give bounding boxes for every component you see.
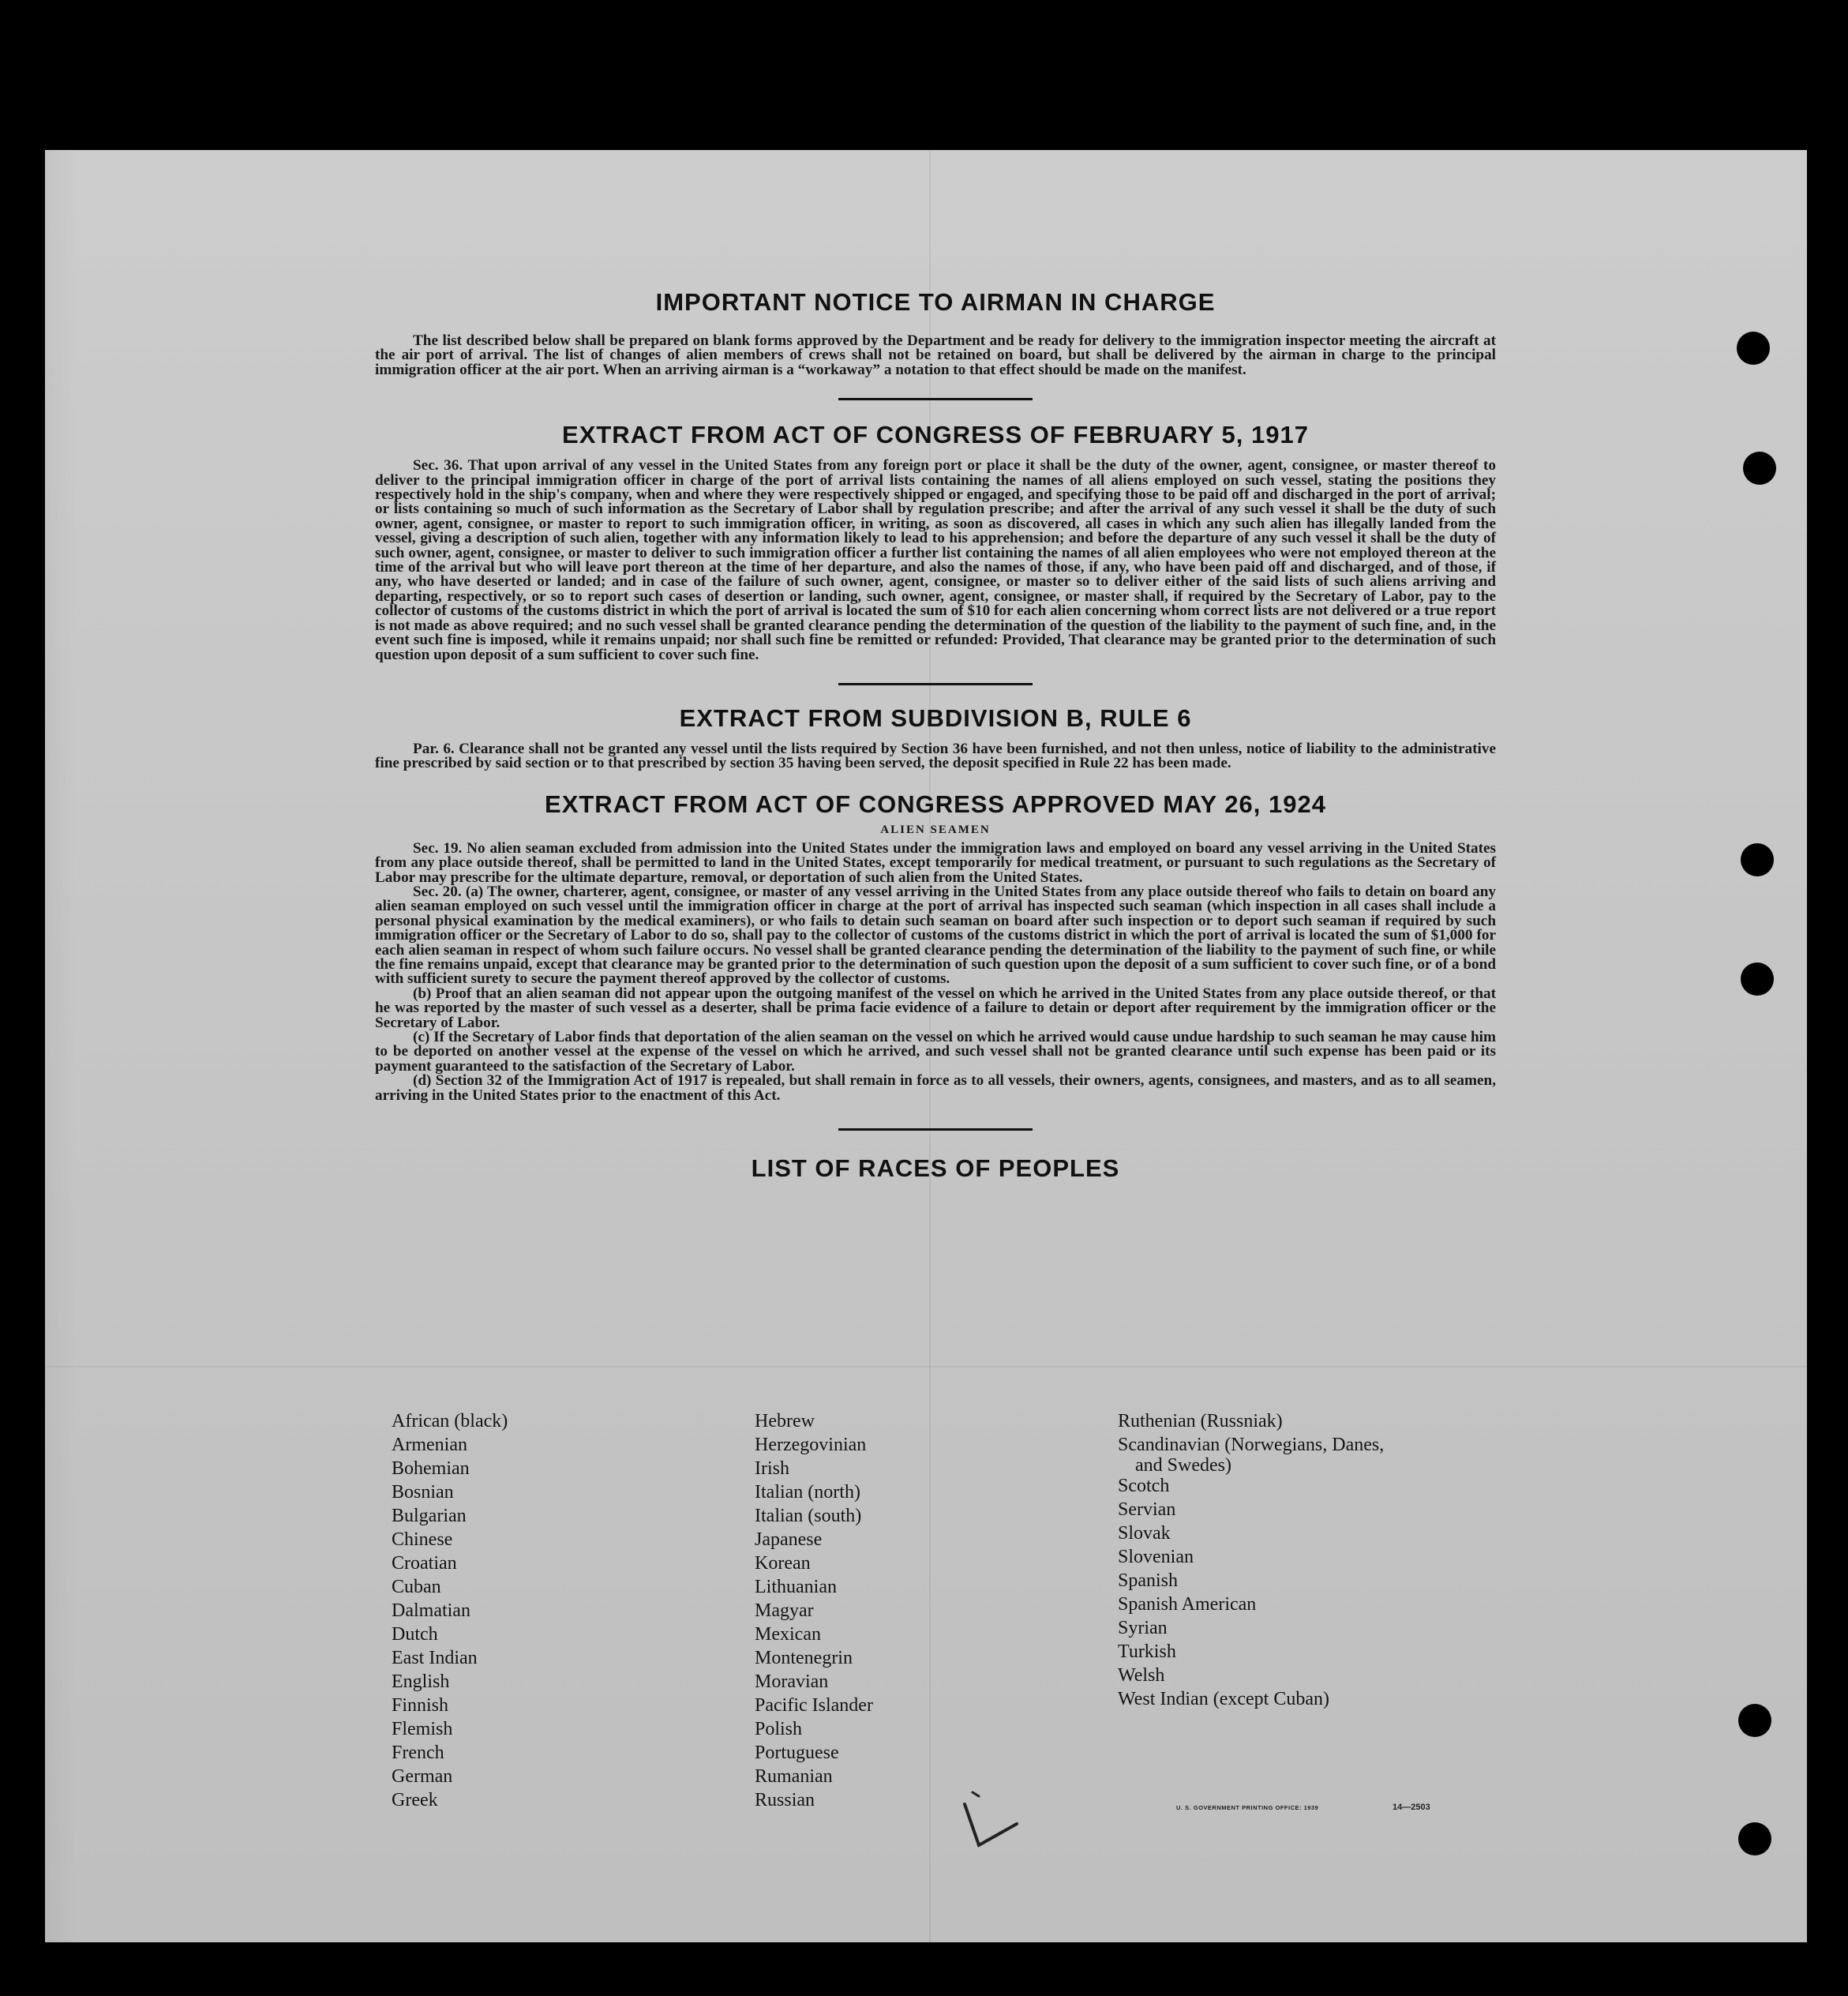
race-item: Greek	[392, 1790, 438, 1810]
race-item: Croatian	[392, 1553, 457, 1574]
punch-hole	[1737, 332, 1770, 365]
race-item: Ruthenian (Russniak)	[1118, 1411, 1283, 1431]
fold-line-horizontal	[45, 1366, 1807, 1368]
extract-rule6-title: EXTRACT FROM SUBDIVISION B, RULE 6	[679, 703, 1192, 732]
race-item: East Indian	[392, 1648, 478, 1668]
race-item: Italian (north)	[755, 1482, 860, 1503]
race-item: Rumanian	[755, 1766, 833, 1787]
race-item: Scotch	[1118, 1476, 1170, 1496]
race-item: Cuban	[392, 1577, 441, 1597]
extract-1917-title: EXTRACT FROM ACT OF CONGRESS OF FEBRUARY 5, 1917	[562, 421, 1309, 449]
races-title: LIST OF RACES OF PEOPLES	[751, 1154, 1120, 1183]
race-item: Portuguese	[755, 1743, 839, 1763]
race-item: Turkish	[1118, 1641, 1176, 1662]
race-item: Pacific Islander	[755, 1695, 873, 1716]
punch-hole	[1741, 843, 1774, 876]
race-item: and Swedes)	[1135, 1455, 1231, 1476]
notice-title: IMPORTANT NOTICE TO AIRMAN IN CHARGE	[655, 288, 1216, 316]
race-item: Japanese	[755, 1529, 823, 1550]
race-item: Italian (south)	[755, 1506, 862, 1526]
race-item: Finnish	[392, 1695, 449, 1716]
race-item: Bosnian	[392, 1482, 454, 1503]
extract-rule6-body: Par. 6. Clearance shall not be granted any vessel until the lists required by Section 36 have been furnished, and not then unless, notice of liability to the administrative fine prescribed by said section or to that prescribed by section 35 having been served, the deposit specified in Rule 22 has been made.	[375, 740, 1496, 772]
punch-hole	[1738, 1822, 1771, 1855]
race-item: Armenian	[392, 1435, 467, 1455]
punch-hole	[1743, 452, 1776, 485]
printer-imprint: U. S. GOVERNMENT PRINTING OFFICE: 1939	[1176, 1804, 1319, 1811]
races-column-1	[392, 1409, 731, 1812]
race-item: Welsh	[1118, 1665, 1165, 1686]
race-item: German	[392, 1766, 453, 1787]
extract-1924-title: EXTRACT FROM ACT OF CONGRESS APPROVED MAY 26, 1924	[545, 790, 1326, 818]
race-item: Russian	[755, 1790, 815, 1810]
races-list	[387, 1409, 1492, 1852]
sec-20b-text: (b) Proof that an alien seaman did not appear upon the outgoing manifest of the vessel on which he arrived in the United States from any place outside thereof, or that he was reported by the master of such vessel as a deserter, shall be prima facie evidence of a failure to detain or deport after requirement by the immigration officer or the Secretary of Labor.	[375, 985, 1496, 1031]
notice-content	[375, 288, 1496, 1183]
race-item: Dalmatian	[392, 1600, 470, 1621]
race-item: Chinese	[392, 1529, 453, 1550]
race-item: Moravian	[755, 1671, 829, 1692]
notice-body: The list described below shall be prepared on blank forms approved by the Department and be ready for delivery to the immigration inspector meeting the aircraft at the air port of arrival. The list of changes of alien members of crews shall not be retained on board, but shall be delivered by the airman in charge to the principal immigration officer at the air port. When an arriving airman is a “workaway” a notation to that effect should be made on the manifest.	[375, 332, 1496, 378]
race-item: Servian	[1118, 1499, 1176, 1520]
form-code: 14—2503	[1393, 1803, 1430, 1812]
race-item: Irish	[755, 1458, 789, 1479]
race-item: Hebrew	[755, 1411, 815, 1431]
sec-19-text: Sec. 19. No alien seaman excluded from admission into the United States under the immigration laws and employed on board any vessel arriving in the United States from any place outside thereof, shall be permitted to land in the United States, except temporarily for medical treatment, or pursuant to such regulations as the Secretary of Labor may prescribe for the ultimate departure, removal, or deportation of such alien from the United States.	[375, 839, 1496, 886]
race-item: Slovenian	[1118, 1547, 1194, 1567]
sec-20d-text: (d) Section 32 of the Immigration Act of 1917 is repealed, but shall remain in force as to all vessels, their owners, agents, consignees, and masters, and as to all seamen, arriving in the United States prior to the enactment of this Act.	[375, 1072, 1496, 1104]
sec-20c-text: (c) If the Secretary of Labor finds that deportation of the alien seaman on the vessel on which he arrived would cause undue hardship to such seaman he may cause him to be deported on another vessel at the expense of the vessel on which he arrived, and such vessel shall not be granted clearance until such expense has been paid or its payment guaranteed to the satisfaction of the Secretary of Labor.	[375, 1029, 1496, 1075]
race-item: Flemish	[392, 1719, 453, 1739]
sec-20a-text: Sec. 20. (a) The owner, charterer, agent, consignee, or master of any vessel arriving in the United States from any place outside thereof who fails to detain on board any alien seaman employed on such vessel until the immigration officer in charge at the port of arrival has inspected such seaman (which inspection in all cases shall include a personal physical examination by the medical examiners), or who fails to detain such seaman on board after such inspection or to deport such seaman if required by such immigration officer or the Secretary of Labor to do so, shall pay to the collector of customs of the customs district in which the port of arrival is located the sum of $1,000 for each alien seaman in respect of whom such failure occurs. No vessel shall be granted clearance pending the determination of the liability to the payment of such fine, or while the fine remains unpaid, except that clearance may be granted prior to the determination of such question upon the deposit of a sum sufficient to cover such fine, or of a bond with sufficient surety to secure the payment thereof approved by the collector of customs.	[375, 883, 1496, 988]
race-item: Slovak	[1118, 1523, 1171, 1544]
race-item: Syrian	[1118, 1618, 1168, 1638]
race-item: Magyar	[755, 1600, 814, 1621]
race-item: African (black)	[392, 1411, 508, 1431]
race-item: Montenegrin	[755, 1648, 853, 1668]
race-item: Dutch	[392, 1624, 438, 1645]
race-item: Mexican	[755, 1624, 821, 1645]
punch-hole	[1738, 1704, 1771, 1737]
race-item: Spanish	[1118, 1570, 1179, 1591]
race-item: Korean	[755, 1553, 811, 1574]
race-item: Spanish American	[1118, 1594, 1257, 1615]
race-item: Herzegovinian	[755, 1435, 867, 1455]
races-column-3	[1118, 1409, 1457, 1711]
race-item: Polish	[755, 1719, 803, 1739]
extract-1924-subtitle: ALIEN SEAMEN	[880, 823, 991, 836]
race-item: West Indian (except Cuban)	[1118, 1689, 1329, 1709]
punch-hole	[1741, 962, 1774, 996]
extract-1917-body: Sec. 36. That upon arrival of any vessel in the United States from any foreign port or place it shall be the duty of the owner, agent, consignee, or master thereof to deliver to the principal immigration officer in charge of the port of arrival lists containing the names of all aliens employed on such vessel, stating the positions they respectively hold in the ship's company, when and where they were respectively shipped or engaged, and specifying those to be paid off and discharged in the port of arrival; or lists containing so much of such information as the Secretary of Labor shall by regulation prescribe; and after the arrival of any such vessel it shall be the duty of such owner, agent, consignee, or master to report to such immigration officer, in writing, as soon as discovered, all cases in which any such alien has illegally landed from the vessel, giving a description of such alien, together with any information likely to lead to his apprehension; and before the departure of any such vessel it shall be the duty of such owner, agent, consignee, or master to deliver to such immigration officer a further list containing the names of all alien employees who were not employed thereon at the time of the arrival but who will leave port thereon at the time of her departure, and also the names of those, if any, who have been paid off and discharged, and of those, if any, who have deserted or landed; and in case of the failure of such owner, agent, consignee, or master so to deliver either of the said lists of such aliens arriving and departing, respectively, or so to report such cases of desertion or landing, such owner, agent, consignee, or master shall, if required by the Secretary of Labor, pay to the collector of customs of the customs district in which the port of arrival is located the sum of $10 for each alien concerning whom correct lists are not delivered or a true report is not made as above required; and no such vessel shall be granted clearance pending the determination of the question of the liability to the payment of such fine, and, in the event such fine is imposed, while it remains unpaid; nor shall such fine be remitted or refunded: Provided, That clearance may be granted prior to the determination of such question upon deposit of a sum sufficient to cover such fine.	[375, 457, 1496, 663]
race-item: Lithuanian	[755, 1577, 837, 1597]
races-column-2	[755, 1409, 1094, 1812]
race-item: Scandinavian (Norwegians, Danes,	[1118, 1435, 1385, 1455]
check-mark-icon	[955, 1788, 1026, 1859]
race-item: Bulgarian	[392, 1506, 467, 1526]
race-item: English	[392, 1671, 450, 1692]
race-item: French	[392, 1743, 444, 1763]
race-item: Bohemian	[392, 1458, 470, 1479]
